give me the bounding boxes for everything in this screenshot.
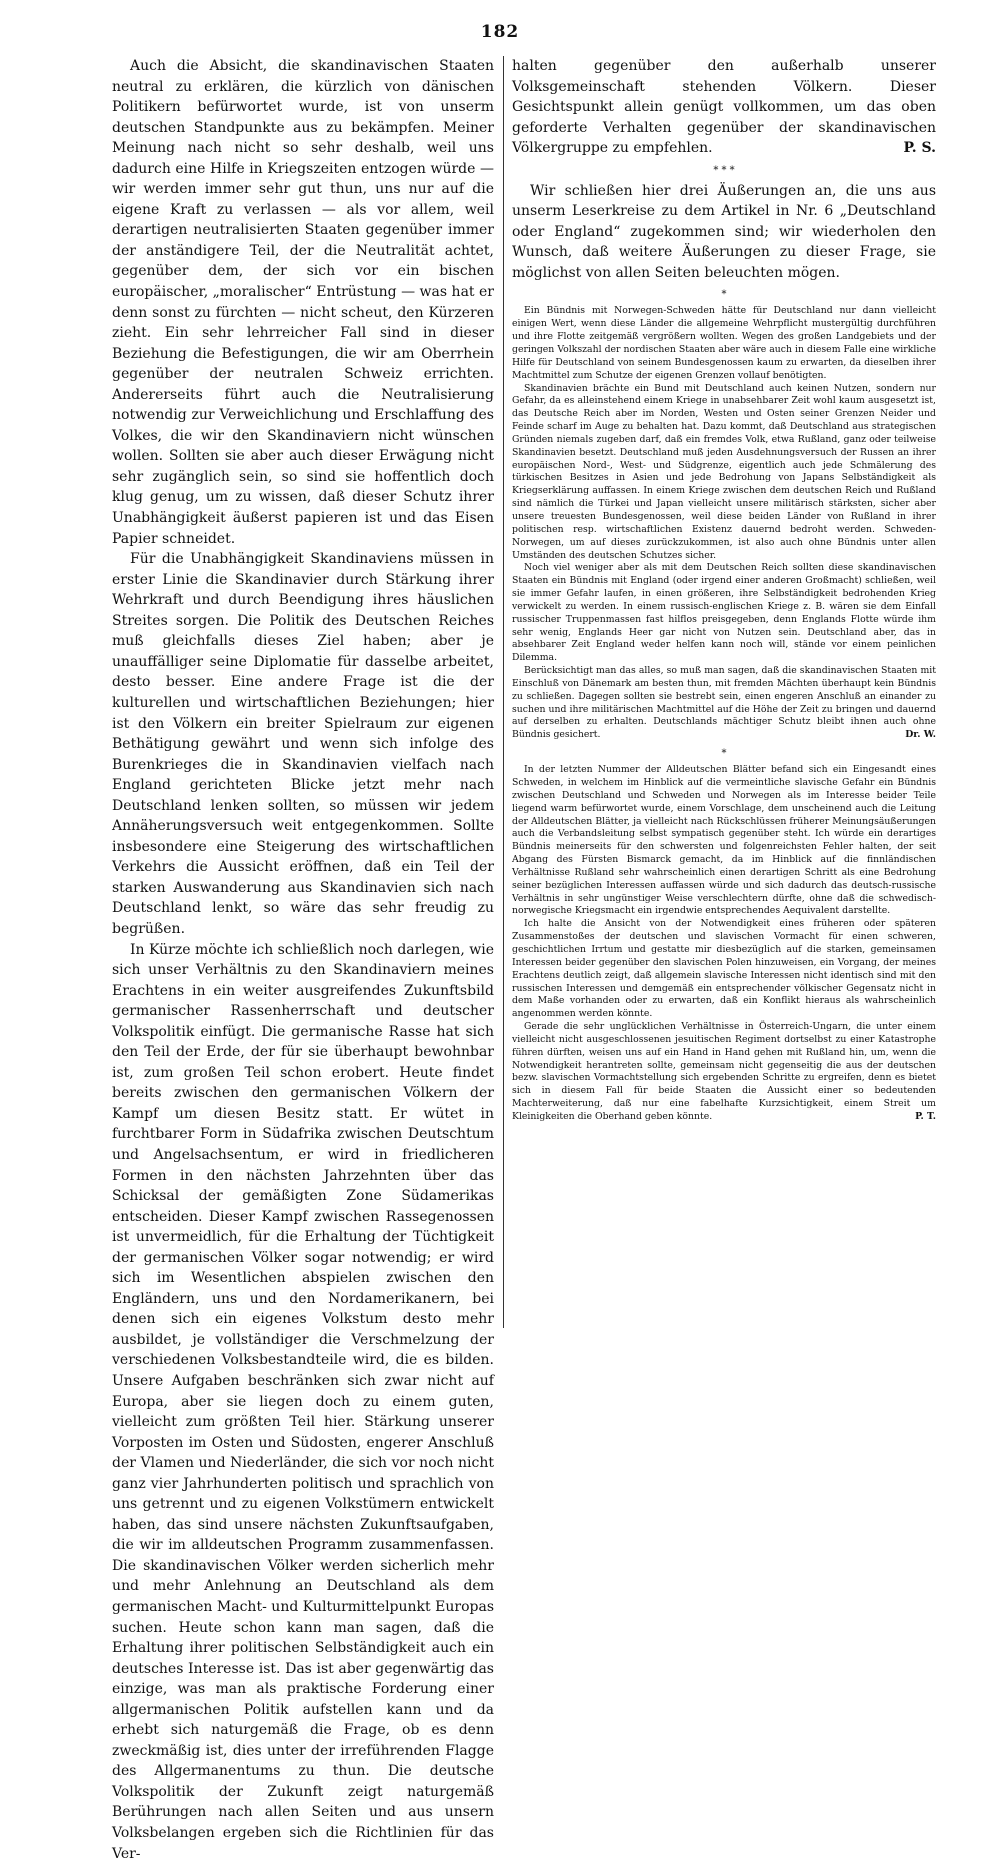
letter-1-closing-text: Berücksichtigt man das alles, so muß man sagen, daß die skandinavischen Staaten mit Einschluß von Dänemark am besten thun, mit fremden Mächten überhaupt kein Bündnis zu schließen. Dagegen sollten sie bestrebt sein, einen engeren Anschluß an einander zu suchen und ihre militärischen Machtmittel auf die Höhe der Zeit zu bringen und dauernd auf derselben zu erhalten. Deutschlands mächtiger Schutz bleibt ihnen auch ohne Bündnis gesichert. [512,665,936,741]
left-column [112,56,494,1864]
right-intro-paragraph [512,56,936,159]
right-intro-text: halten gegenüber den außerhalb unserer Volksgemeinschaft stehenden Völkern. Dieser Gesichtspunkt allein genügt vollkommen, um das oben geforderte Verhalten gegenüber der skandinavischen Völkergruppe zu empfehlen. [512,58,936,157]
letter-1-paragraph: Skandinavien brächte ein Bund mit Deutschland auch keinen Nutzen, sondern nur Gefahr, da es alleinstehend einem Kriege in unabsehbarer Zeit wohl kaum ausgesetzt ist, das Deutsche Reich aber im Norden, Westen und Osten seiner Grenzen Neider und Feinde scharf im Auge zu behalten hat. Dazu kommt, daß Deutschland aus strategischen Gründen niemals zugeben darf, daß ein fremdes Volk, etwa Rußland, ganz oder teilweise Skandinavien besetzt. Deutschland muß jeden Ausdehnungsversuch der Russen an ihrer europäischen Nord-, West- und Südgrenze, eigentlich auch jede Schmälerung des türkischen Besitzes in Asien und jede Bedrohung von Japans Selbständigkeit als Kriegserklärung auffassen. In einem Kriege zwischen dem deutschen Reich und Rußland sind nämlich die Türkei und Japan vielleicht unsere militärisch stärksten, sicher aber unsere treuesten Bundesgenossen, weil diese beiden Länder von Rußland in ihrer politischen resp. wirtschaftlichen Existenz dauernd bedroht werden. Schweden-Norwegen, um auf dieses zurückzukommen, ist also auch ohne Bündnis unter allen Umständen des deutschen Schutzes sicher. [512,382,936,561]
letter-1-paragraph-last [512,665,936,742]
editorial-note: Wir schließen hier drei Äußerungen an, die uns aus unserm Leserkreise zu dem Artikel in Nr. 6 „Deutschland oder England“ zugekommen sind; wir wiederholen den Wunsch, daß weitere Äußerungen zu dieser Frage, sie möglichst von allen Seiten beleuchten mögen. [512,182,936,281]
page-number: 182 [480,22,520,42]
column-divider [503,56,504,1328]
letter-1 [512,305,936,742]
separator-star: * [721,289,727,301]
letter-2-paragraph: Ich halte die Ansicht von der Notwendigkeit eines früheren oder späteren Zusammenstoßes der deutschen und slavischen Vormacht für einen schweren, geschichtlichen Irrtum und gestatte mir diesbezüglich auf die starken, gemeinsamen Interessen beider gegenüber den slavischen Polen hinzuweisen, ein Vorgang, der meines Erachtens deutlich zeigt, daß allgemein slavische Interessen nicht identisch sind mit den russischen Interessen und demgemäß ein entsprechender völkischer Gegensatz nicht in dem Maße vorhanden oder zu erwarten, daß ein Konflikt hieraus als wahrscheinlich angenommen werden könnte. [512,918,936,1020]
letter-1-paragraph: Ein Bündnis mit Norwegen-Schweden hätte für Deutschland nur dann vielleicht einigen Wert, wenn diese Länder die allgemeine Wehrpflicht mustergültig durchführen und ihre Flotte zeitgemäß vergrößern wollten. Wegen des großen Landgebiets und der geringen Volkszahl der nordischen Staaten aber wäre auch in diesem Falle eine wirkliche Hilfe für Deutschland von seinem Bundesgenossen kaum zu erwarten, da dieselben ihrer Machtmittel zum Schutze der eigenen Grenzen vollauf benötigten. [512,305,936,381]
separator-stars: * * * [713,164,735,176]
left-paragraph-1: Auch die Absicht, die skandinavischen Staaten neutral zu erklären, die kürzlich von dänischen Politikern befürwortet wurde, ist von unserm deutschen Standpunkte aus zu bekämpfen. Meiner Meinung nach nicht so sehr deshalb, weil uns dadurch eine Hilfe in Kriegszeiten entzogen würde — wir werden immer sehr gut thun, uns nur auf die eigene Kraft zu verlassen — als vor allem, weil derartigen neutralisierten Staaten gegenüber immer der anständigere Teil, der die Neutralität achtet, gegenüber dem, der sich vor ein bischen europäischer, „moralischer“ Entrüstung — was hat er denn sonst zu fürchten — nicht scheut, den Kürzeren zieht. Ein sehr lehrreicher Fall sind in dieser Beziehung die Befestigungen, die wir am Oberrhein gegenüber der neutralen Schweiz errichten. Andererseits führt auch die Neutralisierung notwendig zur Verweichlichung und Erschlaffung des Volkes, die wir den Skandinaviern nicht wünschen wollen. Sollten sie aber auch dieser Erwägung nicht sehr zugänglich sein, so sind sie hoffentlich doch klug genug, um zu wissen, daß dieser Schutz ihrer Unabhängigkeit äußerst papieren ist und das Eisen Papier schneidet. [112,58,494,547]
letter-1-signature: Dr. W. [905,729,936,741]
letter-2-paragraph-last [512,1021,936,1124]
letter-1-paragraph: Noch viel weniger aber als mit dem Deutschen Reich sollten diese skandinavischen Staaten ein Bündnis mit England (oder irgend einer anderen Großmacht) schließen, weil sie immer Gefahr laufen, in einen größeren, ihre Selbständigkeit bedrohenden Krieg verwickelt zu werden. In einem russisch-englischen Kriege z. B. wären sie dem Einfall russischer Truppenmassen fast hilflos preisgegeben, denn Englands Flotte würde ihm sehr wenig, Englands Heer gar nicht von Nutzen sein. Deutschland aber, das in absehbarer Zeit England weder helfen kann noch will, stände vor einem peinlichen Dilemma. [512,562,936,664]
letter-2-signature: P. T. [915,1110,936,1122]
letter-2-paragraph: In der letzten Nummer der Alldeutschen Blätter befand sich ein Eingesandt eines Schweden, in welchem im Hinblick auf die vermeintliche slavische Gefahr ein Bündnis zwischen Deutschland und Schweden und Norwegen als im Interesse beider Teile liegend warm befürwortet wurde, einem Vorschlage, dem unscheinend auch die Leitung der Alldeutschen Blätter, ja vielleicht nach Rückschlüssen früherer Meinungsäußerungen auch die Verbandsleitung selbst sympatisch gegenüber steht. Ich würde ein derartiges Bündnis meinerseits für den schwersten und folgenreichsten Fehler halten, der seit Abgang des Fürsten Bismarck gemacht, da im Hinblick auf die finnländischen Verhältnisse Rußland sehr wahrscheinlich einen derartigen Schritt als eine Bedrohung seiner bezüglichen Interessen auffassen würde und sich dadurch das deutsch-russische Verhältnis in sehr ungünstiger Weise verschlechtern dürfte, ohne daß die schwedisch-norwegische Kriegsmacht ein irgendwie entsprechendes Aequivalent darstellte. [512,764,936,917]
intro-signature: P. S. [903,140,936,157]
left-paragraph-2: Für die Unabhängigkeit Skandinaviens müssen in erster Linie die Skandinavier durch Stärkung ihrer Wehrkraft und durch Beendigung ihres häuslichen Streites sorgen. Die Politik des Deutschen Reiches muß gleichfalls dieses Ziel haben; aber je unauffälliger seine Diplomatie für dasselbe arbeitet, desto besser. Eine andere Frage ist die der kulturellen und wirtschaftlichen Beziehungen; hier ist den Völkern ein breiter Spielraum zur eigenen Bethätigung gewährt und wenn sich infolge des Burenkrieges die in Skandinavien vielfach nach England gerichteten Blicke jetzt mehr nach Deutschland lenken sollten, so müssen wir jedem Annäherungsversuch weit entgegenkommen. Sollte insbesondere eine Steigerung des wirtschaftlichen Verkehrs die Aussicht eröffnen, daß ein Teil der starken Auswanderung aus Skandinavien sich nach Deutschland lenkt, so wäre das sehr freudig zu begrüßen. [112,551,494,937]
left-paragraph-3: In Kürze möchte ich schließlich noch darlegen, wie sich unser Verhältnis zu den Skandinaviern meines Erachtens in ein weiter ausgreifendes Zukunftsbild germanischer Rassenherrschaft und deutscher Volkspolitik einfügt. Die germanische Rasse hat sich den Teil der Erde, der für sie überhaupt bewohnbar ist, zum großen Teil schon erobert. Heute findet bereits zwischen den germanischen Völkern der Kampf um diesen Besitz statt. Er wütet in furchtbarer Form in Südafrika zwischen Deutschtum und Angelsachsentum, er wird in friedlicheren Formen in den nächsten Jahrzehnten über das Schicksal der gemäßigten Zone Südamerikas entscheiden. Dieser Kampf zwischen Rassegenossen ist unvermeidlich, für die Erhaltung der Tüchtigkeit der germanischen Völker sogar notwendig; er wird sich im Wesentlichen abspielen zwischen den Engländern, uns und den Nordamerikanern, bei denen sich ein eigenes Volkstum desto mehr ausbildet, je vollständiger die Verschmelzung der verschiedenen Volksbestandteile wird, die es bilden. Unsere Aufgaben beschränken sich zwar nicht auf Europa, aber sie liegen doch zu einem guten, vielleicht zum größten Teil hier. Stärkung unserer Vorposten im Osten und Südosten, engerer Anschluß der Vlamen und Niederländer, die sich vor noch nicht ganz vier Jahrhunderten politisch und sprachlich von uns getrennt und zu eigenen Volkstümern entwickelt haben, das sind unsere nächsten Zukunftsaufgaben, die wir im alldeutschen Programm zusammenfassen. Die skandinavischen Völker werden sicherlich mehr und mehr Anlehnung an Deutschland als dem germanischen Macht- und Kulturmittelpunkt Europas suchen. Heute schon kann man sagen, daß die Erhaltung ihrer politischen Selbständigkeit auch ein deutsches Interesse ist. Das ist aber gegenwärtig das einzige, was man als praktische Forderung einer allgermanischen Politik aufstellen kann und da erhebt sich naturgemäß die Frage, ob es denn zweckmäßig ist, dies unter der irreführenden Flagge des Allgermanentums zu thun. Die deutsche Volkspolitik der Zukunft zeigt naturgemäß Berührungen nach allen Seiten und aus unsern Volksbelangen ergeben sich die Richtlinien für das Ver- [112,941,494,1862]
letter-2 [512,764,936,1124]
letter-2-closing-text: Gerade die sehr unglücklichen Verhältnisse in Österreich-Ungarn, die unter einem vielleicht nicht ausgeschlossenen jesuitischen Regiment dortselbst zu einer Katastrophe führen dürften, weisen uns auf ein Hand in Hand gehen mit Rußland hin, um, wenn die Notwendigkeit herantreten sollte, gemeinsam nicht gegenseitig die aus der deutschen bezw. slavischen Vormachtstellung sich ergebenden Schritte zu ergreifen, denn es bietet sich in diesem Fall für beide Staaten die Aussicht einer so bedeutenden Machterweiterung, daß nur eine fabelhafte Kurzsichtigkeit, einem Streit um Kleinigkeiten die Oberhand geben könnte. [512,1021,936,1122]
right-column [512,56,936,1124]
separator-star-2: * [721,748,727,760]
